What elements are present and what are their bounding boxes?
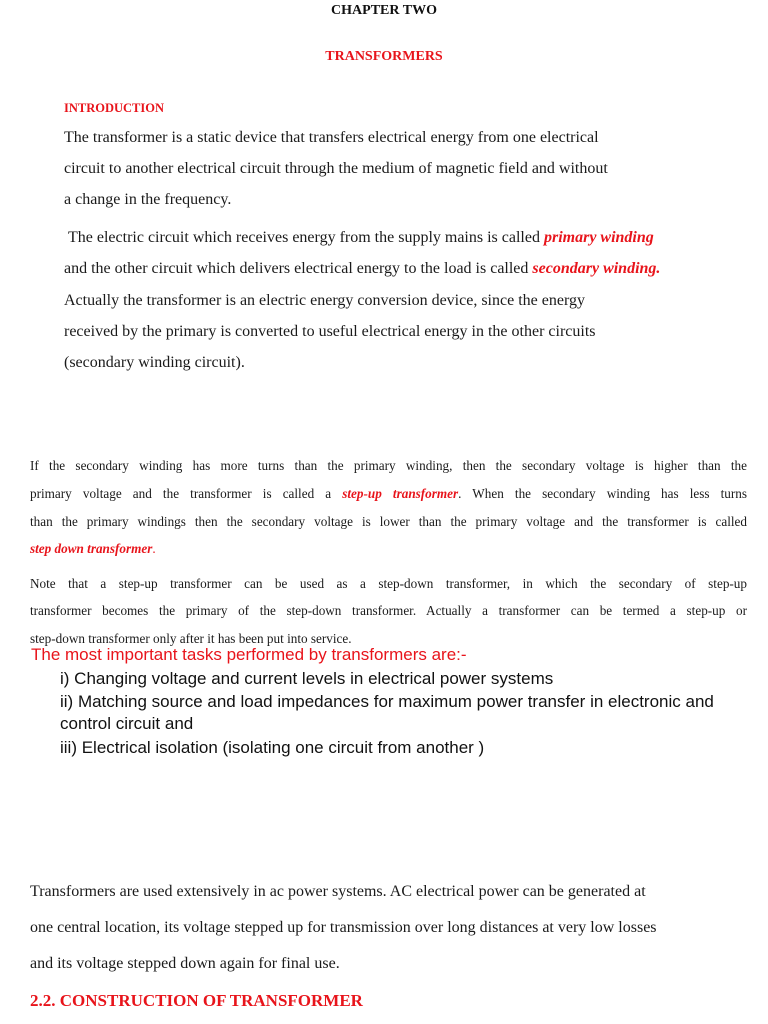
stepup-line-1: If the secondary winding has more turns than the primary winding, then the secondary voltage is higher than the bbox=[30, 458, 747, 473]
text-span: and the other circuit which delivers electrical energy to the load is called bbox=[64, 260, 533, 277]
usage-line-3: and its voltage stepped down again for final use. bbox=[30, 955, 340, 972]
intro-paragraph-2-line-3: Actually the transformer is an electric energy conversion device, since the energy bbox=[64, 292, 585, 309]
stepup-line-4 bbox=[30, 541, 747, 557]
chapter-title: TRANSFORMERS bbox=[325, 49, 443, 64]
task-item-3: iii) Electrical isolation (isolating one circuit from another ) bbox=[60, 738, 485, 757]
usage-line-1: Transformers are used extensively in ac power systems. AC electrical power can be generated at bbox=[30, 883, 646, 900]
intro-paragraph-2-line-5: (secondary winding circuit). bbox=[64, 354, 245, 371]
period: . bbox=[152, 541, 156, 556]
intro-paragraph-1-line-3: a change in the frequency. bbox=[64, 191, 232, 208]
text-span: primary voltage and the transformer is called a bbox=[30, 486, 343, 501]
term-primary-winding: primary winding bbox=[543, 229, 654, 246]
period: . bbox=[656, 260, 661, 277]
stepup-line-3: than the primary windings then the secondary voltage is lower than the primary voltage and the transformer is called bbox=[30, 514, 747, 529]
note-line-2: transformer becomes the primary of the step-down transformer. Actually a transformer can be termed a step-up or bbox=[30, 603, 747, 618]
term-step-down-transformer: step down transformer bbox=[30, 541, 153, 556]
intro-paragraph-1-line-1: The transformer is a static device that transfers electrical energy from one electrical bbox=[64, 129, 599, 146]
usage-line-2: one central location, its voltage stepped up for transmission over long distances at very low losses bbox=[30, 919, 657, 936]
stepup-line-2 bbox=[30, 486, 747, 502]
intro-paragraph-2-line-2 bbox=[64, 260, 660, 278]
section-heading: 2.2. CONSTRUCTION OF TRANSFORMER bbox=[30, 991, 363, 1010]
introduction-heading: INTRODUCTION bbox=[64, 101, 165, 115]
text-span: . When the secondary winding has less turns bbox=[458, 486, 747, 501]
intro-paragraph-1-line-2: circuit to another electrical circuit through the medium of magnetic field and without bbox=[64, 160, 608, 177]
intro-paragraph-2-line-1 bbox=[68, 229, 654, 247]
term-step-up-transformer: step-up transformer bbox=[342, 486, 459, 501]
task-item-2-continued: control circuit and bbox=[60, 714, 194, 733]
note-line-3: step-down transformer only after it has been put into service. bbox=[30, 631, 352, 646]
intro-paragraph-2-line-4: received by the primary is converted to useful electrical energy in the other circuits bbox=[64, 323, 596, 340]
note-line-1: Note that a step-up transformer can be used as a step-down transformer, in which the secondary of step-up bbox=[30, 576, 747, 591]
term-secondary-winding: secondary winding bbox=[532, 260, 657, 277]
text-span: The electric circuit which receives energy from the supply mains is called bbox=[68, 229, 544, 246]
task-item-1: i) Changing voltage and current levels in electrical power systems bbox=[60, 669, 554, 688]
chapter-heading: CHAPTER TWO bbox=[331, 3, 437, 18]
task-item-2: ii) Matching source and load impedances for maximum power transfer in electronic and bbox=[60, 692, 714, 711]
tasks-heading: The most important tasks performed by transformers are:- bbox=[31, 645, 467, 664]
